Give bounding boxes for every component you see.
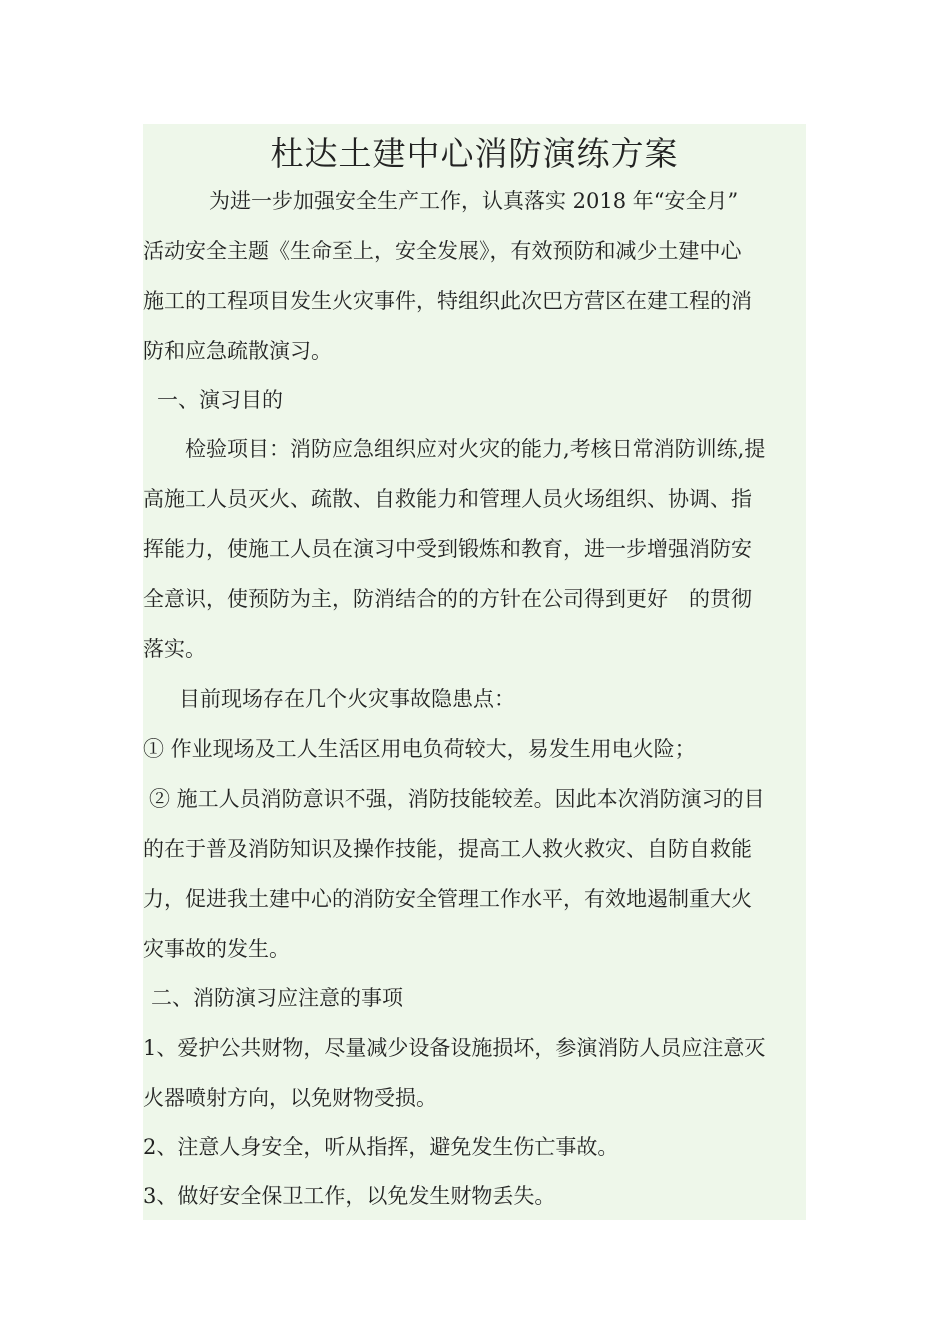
section-heading-1: 一、演习目的 bbox=[157, 388, 283, 412]
section-heading-2: 二、消防演习应注意的事项 bbox=[151, 986, 403, 1010]
purpose-line-2: 高施工人员灭火、疏散、自救能力和管理人员火场组织、协调、指 bbox=[143, 487, 752, 511]
hazard-item-1: ① 作业现场及工人生活区用电负荷较大，易发生用电火险； bbox=[143, 737, 696, 761]
purpose-line-4: 全意识，使预防为主，防消结合的的方针在公司得到更好 的贯彻 bbox=[143, 587, 752, 611]
hazard-item-2-line-4: 灾事故的发生。 bbox=[143, 937, 290, 961]
purpose-line-5: 落实。 bbox=[143, 637, 206, 661]
intro-line-1: 为进一步加强安全生产工作，认真落实 2018 年“安全月” bbox=[209, 189, 739, 213]
hazard-item-2-line-3: 力，促进我土建中心的消防安全管理工作水平，有效地遏制重大火 bbox=[143, 887, 752, 911]
purpose-line-1: 检验项目：消防应急组织应对火灾的能力,考核日常消防训练,提 bbox=[185, 437, 766, 461]
note-1-line-1: 1、爱护公共财物，尽量减少设备设施损坏，参演消防人员应注意灭 bbox=[143, 1036, 766, 1060]
purpose-line-3: 挥能力，使施工人员在演习中受到锻炼和教育，进一步增强消防安 bbox=[143, 537, 752, 561]
document-page bbox=[143, 124, 806, 1220]
intro-line-2: 活动安全主题《生命至上，安全发展》，有效预防和减少土建中心 bbox=[143, 239, 742, 263]
hazard-item-2-line-2: 的在于普及消防知识及操作技能，提高工人救火救灾、自防自救能 bbox=[143, 837, 752, 861]
hazard-item-2-line-1: ② 施工人员消防意识不强，消防技能较差。因此本次消防演习的目 bbox=[149, 787, 765, 811]
note-2: 2、注意人身安全，听从指挥，避免发生伤亡事故。 bbox=[143, 1135, 619, 1159]
document-title: 杜达土建中心消防演练方案 bbox=[270, 134, 679, 173]
intro-line-3: 施工的工程项目发生火灾事件，特组织此次巴方营区在建工程的消 bbox=[143, 289, 752, 313]
note-1-line-2: 火器喷射方向，以免财物受损。 bbox=[143, 1086, 437, 1110]
hazard-intro: 目前现场存在几个火灾事故隐患点： bbox=[179, 687, 515, 711]
intro-line-4: 防和应急疏散演习。 bbox=[143, 339, 332, 363]
note-3: 3、做好安全保卫工作，以免发生财物丢失。 bbox=[143, 1184, 556, 1208]
